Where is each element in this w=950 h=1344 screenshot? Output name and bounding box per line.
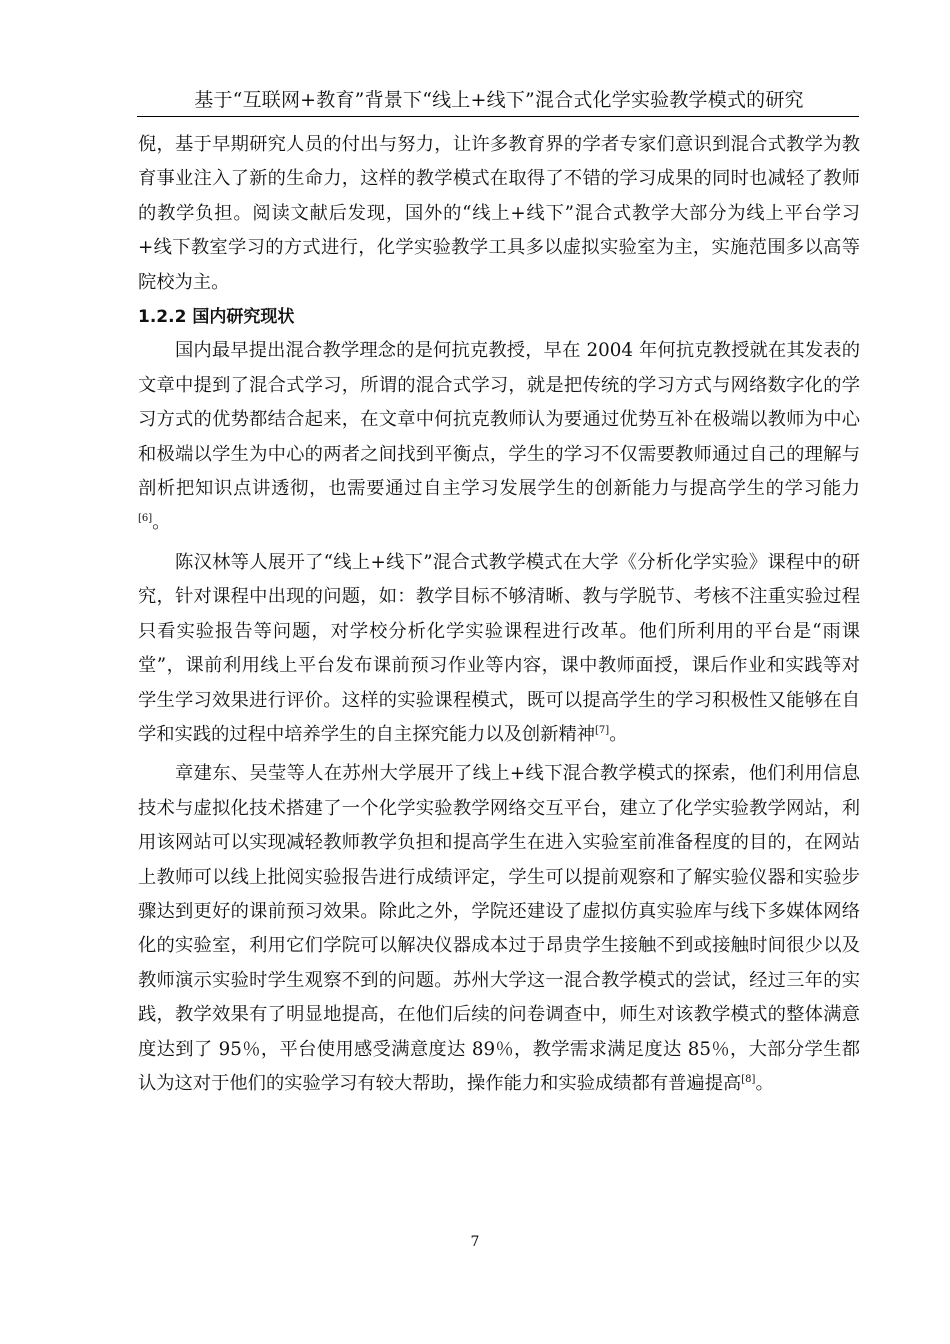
paragraph-text: 陈汉林等人展开了“线上+线下”混合式教学模式在大学《分析化学实验》课程中的研究，针对课程中出现的问题，如：教学目标不够清晰、教与学脱节、考核不注重实验过程只看实验报告等问题，对学校分析化学实验课程进行改革。他们所利用的平台是“雨课堂”，课前利用线上平台发布课前预习作业等内容，课中教师面授，课后作业和实践等对学生学习效果进行评价。这样的实验课程模式，既可以提高学生的学习积极性又能够在自学和实践的过程中培养学生的自主探究能力以及创新精神 [138, 551, 860, 745]
paragraph-text: 国内最早提出混合教学理念的是何抗克教授，早在 2004 年何抗克教授就在其发表的文章中提到了混合式学习，所谓的混合式学习，就是把传统的学习方式与网络数字化的学习方式的优势都结合起来，在文章中何抗克教师认为要通过优势互补在极端以教师为中心和极端以学生为中心的两者之间找到平衡点，学生的学习不仅需要教师通过自己的理解与剖析把知识点讲透彻，也需要通过自主学习发展学生的创新能力与提高学生的学习能力 [138, 340, 860, 500]
citation-ref: [8] [741, 1073, 756, 1085]
paragraph-end: 。 [152, 512, 171, 534]
paragraph-end: 。 [755, 1072, 774, 1094]
paragraph-chen-hanlin [138, 546, 860, 752]
page-number: 7 [470, 1234, 480, 1250]
paragraph-text: 章建东、吴莹等人在苏州大学展开了线上+线下混合教学模式的探索，他们利用信息技术与虚拟化技术搭建了一个化学实验教学网络交互平台，建立了化学实验教学网站，利用该网站可以实现减轻教师教学负担和提高学生在进入实验室前准备程度的目的，在网站上教师可以线上批阅实验报告进行成绩评定，学生可以提前观察和了解实验仪器和实验步骤达到更好的课前预习效果。除此之外，学院还建设了虚拟仿真实验库与线下多媒体网络化的实验室，利用它们学院可以解决仪器成本过于昂贵学生接触不到或接触时间很少以及教师演示实验时学生观察不到的问题。苏州大学这一混合教学模式的尝试，经过三年的实践，教学效果有了明显地提高，在他们后续的问卷调查中，师生对该教学模式的整体满意度达到了 95％，平台使用感受满意度达 89％，教学需求满足度达 85％，大部分学生都认为这对于他们的实验学习有较大帮助，操作能力和实验成绩都有普遍提高 [138, 763, 860, 1094]
citation-ref: [6] [138, 513, 153, 525]
section-heading: 1.2.2 国内研究现状 [138, 307, 295, 328]
running-header: 基于“互联网+教育”背景下“线上+线下”混合式化学实验教学模式的研究 [194, 89, 804, 111]
paragraph-he-kekang [138, 334, 860, 540]
citation-ref: [7] [595, 724, 610, 736]
paragraph-continued: 倪，基于早期研究人员的付出与努力，让许多教育界的学者专家们意识到混合式教学为教育事业注入了新的生命力，这样的教学模式在取得了不错的学习成果的同时也减轻了教师的教学负担。阅读文献后发现，国外的“线上+线下”混合式教学大部分为线上平台学习+线下教室学习的方式进行，化学实验教学工具多以虚拟实验室为主，实施范围多以高等院校为主。 [138, 134, 860, 293]
paragraph-zhang-jiandong [138, 757, 860, 1101]
paragraph-end: 。 [609, 723, 628, 745]
body-text [138, 128, 860, 1101]
header-divider [137, 116, 859, 117]
